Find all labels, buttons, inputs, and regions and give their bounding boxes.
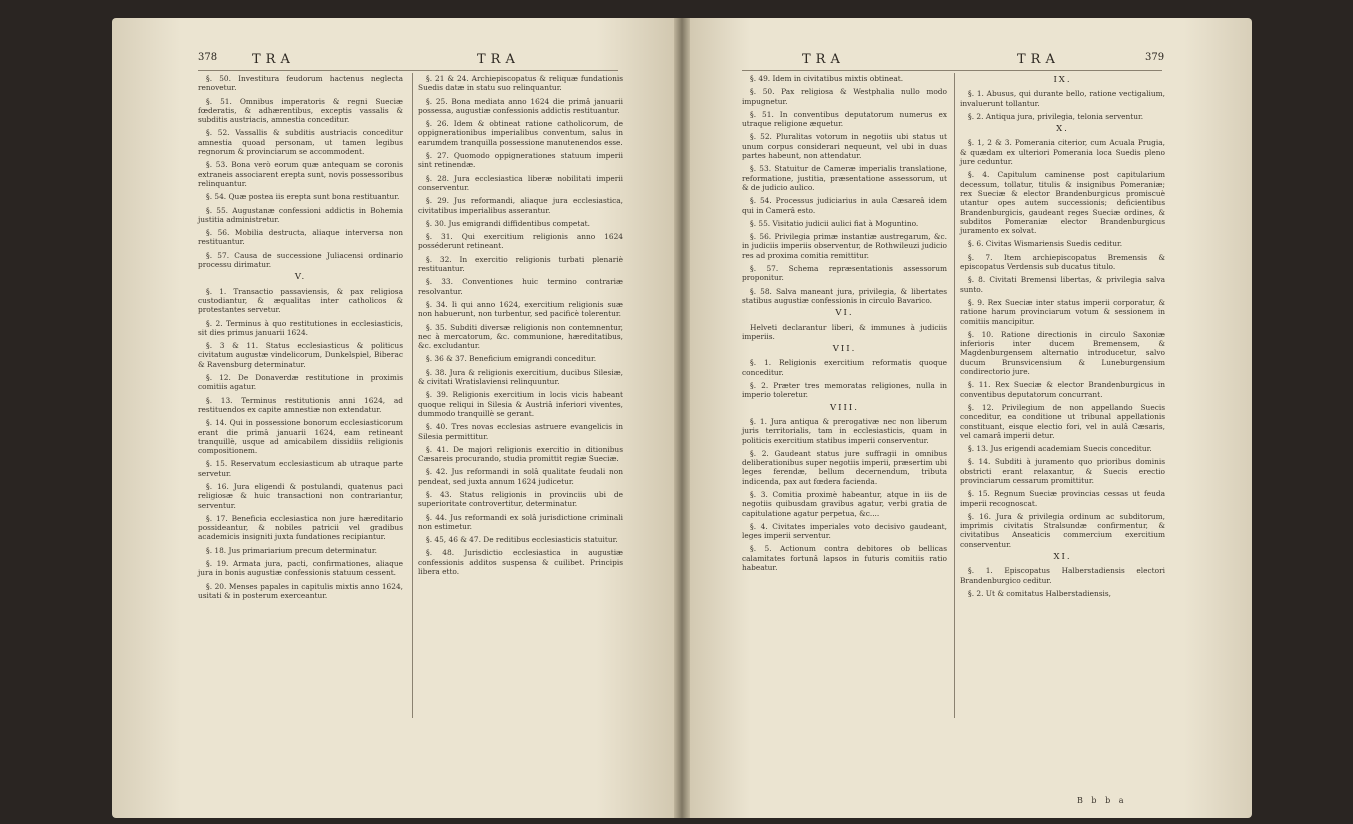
paragraph: §. 9. Rex Sueciæ inter status imperii corporatur, & ratione harum provinciarum votum & sessionem in comitiis mancipitur. — [960, 297, 1165, 326]
paragraph: §. 53. Bona verò eorum quæ antequam se coronis extraneis associarent erepta sunt, novis possessoribus relinquantur. — [198, 160, 403, 188]
paragraph: §. 2. Antiqua jura, privilegia, telonia serventur. — [968, 111, 1144, 121]
paragraph: §. 56. Mobilia destructa, aliaque interversa non restituantur. — [198, 228, 403, 247]
header-rule — [742, 70, 1162, 71]
paragraph: §. 7. Item archiepiscopatus Bremensis & episcopatus Verdensis sub ducatus titulo. — [960, 252, 1165, 272]
section-heading: VIII. — [830, 402, 859, 413]
paragraph: §. 54. Processus judiciarius in aula Cæsareâ idem qui in Camerâ esto. — [742, 196, 947, 215]
paragraph: §. 27. Quomodo oppignerationes statuum imperii sint retinendæ. — [418, 151, 623, 170]
paragraph: §. 13. Jus erigendi academiam Suecis conceditur. — [968, 444, 1152, 454]
section-heading: VII. — [832, 344, 857, 355]
right-running-header-2: TRA — [1017, 52, 1060, 67]
paragraph: §. 3 & 11. Status ecclesiasticus & politicus civitatum augustæ vindelicorum, Dunkelspiel, Biberac & Ravensburg determinatur. — [198, 341, 403, 369]
right-column-2 — [960, 74, 1165, 602]
section-heading: VI. — [835, 308, 854, 319]
paragraph: §. 40. Tres novas ecclesias astruere evangelicis in Silesia permittitur. — [418, 422, 623, 441]
paragraph: §. 1, 2 & 3. Pomerania citerior, cum Acuala Prugia, & quædam ex ulteriori Pomerania loca Suedis pleno jure ceduntur. — [960, 138, 1165, 167]
paragraph: §. 33. Conventiones huic termino contrariæ resolvantur. — [418, 277, 623, 296]
paragraph: §. 48. Jurisdictio ecclesiastica in augustiæ confessionis additos suspensa & cuilibet. Principis libera etto. — [418, 548, 623, 577]
paragraph: §. 31. Qui exercitium religionis anno 1624 posséderunt retineant. — [418, 232, 623, 251]
paragraph: §. 57. Causa de successione Juliacensi ordinario processu dirimatur. — [198, 250, 403, 270]
paragraph: §. 14. Qui in possessione bonorum ecclesiasticorum erant die primâ januarii 1624, eam retineant tranquillè, usque ad amicabilem dissidiis religionis compositionem. — [198, 418, 403, 456]
paragraph: §. 41. De majori religionis exercitio in ditionibus Cæsareis procurando, studia promittit regiæ Sueciæ. — [418, 444, 623, 464]
paragraph: §. 35. Subditi diversæ religionis non contemnentur, nec à mercatorum, &c. communione, hæreditatibus, &c. excludantur. — [418, 322, 623, 351]
paragraph: §. 34. Ii qui anno 1624, exercitium religionis suæ non habuerunt, non turbentur, sed pacificè tolerentur. — [418, 299, 623, 319]
paragraph: §. 17. Beneficia ecclesiastica non jure hæreditario possideantur, & nobiles patricii vel gradibus academicis insigniti juxta fundationes recipiantur. — [198, 513, 403, 542]
paragraph: §. 39. Religionis exercitium in locis vicis habeant quoque reliqui in Silesia & Austriâ inferiori viventes, dummodo tranquillè se gerant. — [418, 390, 623, 418]
right-page-number: 379 — [1145, 52, 1165, 63]
paragraph: §. 10. Ratione directionis in circulo Saxoniæ inferioris inter ducem Bremensem, & Magdenburgensem alternatio introducetur, salvo ducum Brunsvicensium & Luneburgensium condirectorio jure. — [960, 329, 1165, 377]
paragraph: §. 18. Jus primariarium precum determinatur. — [206, 545, 377, 555]
paragraph: §. 52. Pluralitas votorum in negotiis ubi status ut unum corpus considerari nequeunt, vel ubi in duas partes habeunt, non attendatur. — [742, 132, 947, 161]
paragraph: §. 36 & 37. Beneficium emigrandi conceditur. — [426, 354, 597, 364]
paragraph: §. 1. Episcopatus Halberstadiensis electori Brandenburgico ceditur. — [960, 566, 1165, 585]
right-page — [682, 18, 1252, 818]
paragraph: §. 58. Salva maneant jura, privilegia, & libertates statibus augustiæ confessionis in circulo Bavarico. — [742, 286, 947, 305]
paragraph: §. 52. Vassallis & subditis austriacis conceditur amnestia quoad personam, ut tamen legibus regnorum & provinciarum se accommodent. — [198, 128, 403, 157]
section-heading: IX. — [1053, 75, 1072, 85]
book-spread — [112, 18, 1252, 818]
column-divider — [412, 73, 413, 718]
section-heading: V. — [294, 272, 307, 283]
paragraph: §. 42. Jus reformandi in solâ qualitate feudali non pendeat, sed juxta annum 1624 judicetur. — [418, 467, 623, 486]
paragraph: §. 25. Bona mediata anno 1624 die primâ januarii possessa, augustiæ confessionis addictis restituantur. — [418, 96, 623, 115]
paragraph: §. 38. Jura & religionis exercitium, ducibus Silesiæ, & civitati Wratislaviensi relinquuntur. — [418, 367, 623, 387]
left-column-2 — [418, 74, 623, 580]
paragraph: §. 43. Status religionis in provinciis ubi de superioritate controvertitur, determinatur. — [418, 489, 623, 509]
paragraph: §. 53. Statuitur de Cameræ imperialis translatione, reformatione, justitia, præsentatione assessorum, ut & de judicio aulico. — [742, 164, 947, 192]
section-heading: X. — [1056, 124, 1069, 135]
left-column-1 — [198, 74, 403, 604]
left-page-number: 378 — [198, 52, 218, 63]
paragraph: §. 2. Terminus à quo restitutiones in ecclesiasticis, sit dies primus januarii 1624. — [198, 318, 403, 337]
book-gutter — [674, 18, 690, 818]
paragraph: §. 51. Omnibus imperatoris & regni Sueciæ fœderatis, & adhærentibus, exceptis vassalis & subditis austriacis, amnestia conceditur. — [198, 96, 403, 125]
paragraph: §. 1. Abusus, qui durante bello, ratione vectigalium, invaluerunt tollantur. — [960, 89, 1165, 108]
header-rule — [198, 70, 618, 71]
paragraph: §. 2. Gaudeant status jure suffragii in omnibus deliberationibus super negotiis imperii, præsertim ubi leges ferendæ, bellum decernendum, tributa indicenda, pax aut fœdera facienda. — [742, 448, 947, 486]
column-divider — [954, 73, 955, 718]
paragraph: §. 45, 46 & 47. De reditibus ecclesiasticis statuitur. — [426, 535, 618, 545]
left-running-header-2: TRA — [477, 52, 520, 67]
paragraph: §. 21 & 24. Archiepiscopatus & reliquæ fundationis Suedis datæ in statu suo relinquantur. — [418, 74, 623, 93]
paragraph: §. 15. Regnum Sueciæ provincias cessas ut feuda imperii recognoscat. — [960, 489, 1165, 508]
paragraph: §. 50. Pax religiosa & Westphalia nullo modo impugnetur. — [742, 87, 947, 106]
paragraph: §. 15. Reservatum ecclesiasticum ab utraque parte servetur. — [198, 459, 403, 478]
signature-mark: B b b a — [1077, 796, 1127, 805]
right-running-header-1: TRA — [802, 52, 845, 67]
paragraph: §. 11. Rex Sueciæ & elector Brandenburgicus in conventibus deputatorum concurrant. — [960, 380, 1165, 399]
paragraph: §. 28. Jura ecclesiastica liberæ nobilitati imperii conserventur. — [418, 173, 623, 192]
paragraph: §. 57. Schema repræsentationis assessorum proponitur. — [742, 264, 947, 283]
paragraph: §. 19. Armata jura, pacti, confirmationes, aliaque jura in bonis augustiæ confessionis statuum cessent. — [198, 559, 403, 578]
left-running-header-1: TRA — [252, 52, 295, 67]
paragraph: §. 3. Comitia proximè habeantur, atque in iis de negotiis quibusdam gravibus agatur, verbi gratia de capitulatione agatur perpetua, &c.... — [742, 489, 947, 518]
paragraph: §. 54. Quæ postea iis erepta sunt bona restituantur. — [206, 192, 400, 202]
paragraph: §. 13. Terminus restitutionis anni 1624, ad restituendos ex capite amnestiæ non extendatur. — [198, 395, 403, 414]
paragraph: §. 29. Jus reformandi, aliaque jura ecclesiastica, civitatibus imperialibus asserantur. — [418, 196, 623, 215]
paragraph: §. 12. De Donaverdæ restitutione in proximis comitiis agatur. — [198, 373, 403, 392]
left-page — [112, 18, 682, 818]
paragraph: §. 12. Privilegium de non appellando Suecis conceditur, ea conditione ut tribunal appellationis constituant, eisque electio fori, vel in aulâ Cæsaris, vel camarâ imperii detur. — [960, 402, 1165, 440]
paragraph: §. 1. Transactio passaviensis, & pax religiosa custodiantur, & æqualitas inter catholicos & protestantes servetur. — [198, 286, 403, 315]
paragraph: §. 5. Actionum contra debitores ob bellicas calamitates fortunâ lapsos in futuris comitiis ratio habeatur. — [742, 544, 947, 573]
paragraph: §. 2. Præter tres memoratas religiones, nulla in imperio toleretur. — [742, 381, 947, 400]
paragraph: §. 16. Jura eligendi & postulandi, quatenus paci religiosæ & huic transactioni non contrariantur, serventur. — [198, 481, 403, 510]
paragraph: Helveti declarantur liberi, & immunes à judiciis imperiis. — [742, 322, 947, 341]
paragraph: §. 51. In conventibus deputatorum numerus ex utraque religione æquetur. — [742, 109, 947, 129]
paragraph: §. 6. Civitas Wismariensis Suedis ceditur. — [968, 239, 1123, 249]
paragraph: §. 1. Jura antiqua & prerogativæ nec non liberum juris territorialis, tam in ecclesiasticis, quam in politicis exercitium statibus imperii conserventur. — [742, 416, 947, 445]
paragraph: §. 30. Jus emigrandi diffidentibus competat. — [426, 218, 590, 228]
section-heading: XI. — [1053, 552, 1072, 563]
right-column-1 — [742, 74, 947, 576]
paragraph: §. 4. Civitates imperiales voto decisivo gaudeant, leges imperii serventur. — [742, 521, 947, 541]
paragraph: §. 2. Ut & comitatus Halberstadiensis, — [968, 588, 1112, 598]
paragraph: §. 32. In exercitio religionis turbati plenariè restituantur. — [418, 254, 623, 274]
paragraph: §. 16. Jura & privilegia ordinum ac subditorum, imprimis civitatis Stralsundæ confirmentur, & civitatibus Anseaticis commercium exercitium conserventur. — [960, 511, 1165, 549]
paragraph: §. 8. Civitati Bremensi libertas, & privilegia salva sunto. — [960, 275, 1165, 294]
paragraph: §. 56. Privilegia primæ instantiæ austregarum, &c. in judiciis imperiis observentur, de Rothwileuzi judicio res ad proxima comitia remittitur. — [742, 232, 947, 260]
paragraph: §. 50. Investitura feudorum hactenus neglecta renovetur. — [198, 74, 403, 93]
paragraph: §. 26. Idem & obtineat ratione catholicorum, de oppignerationibus imperialibus conventum, salus in earumdem tranquilla possessione manutenendos esse. — [418, 119, 623, 147]
paragraph: §. 49. Idem in civitatibus mixtis obtineat. — [750, 74, 904, 83]
paragraph: §. 55. Augustanæ confessioni addictis in Bohemia justitia administretur. — [198, 205, 403, 224]
paragraph: §. 4. Capitulum caminense post capitularium decessum, tollatur, titulis & insignibus Pomeraniæ; rex Sueciæ & elector Brandenburgicus promiscuè utantur opes autem successionis; deficientibus Brandenburgicis, gaudeant reges Sueciæ ordines, & subditos Pomeraniæ elector Brandenburgicus juramento ex solvat. — [960, 170, 1165, 236]
paragraph: §. 44. Jus reformandi ex solâ jurisdictione criminali non estimetur. — [418, 512, 623, 531]
paragraph: §. 55. Visitatio judicii aulici fiat à Moguntino. — [750, 218, 919, 228]
paragraph: §. 14. Subditi à juramento quo prioribus dominis obstricti erant relaxantur, & Suecis erectio provinciarum cessarum promittitur. — [960, 457, 1165, 485]
paragraph: §. 1. Religionis exercitium reformatis quoque conceditur. — [742, 358, 947, 377]
paragraph: §. 20. Menses papales in capitulis mixtis anno 1624, usitati & in posterum exerceantur. — [198, 581, 403, 600]
